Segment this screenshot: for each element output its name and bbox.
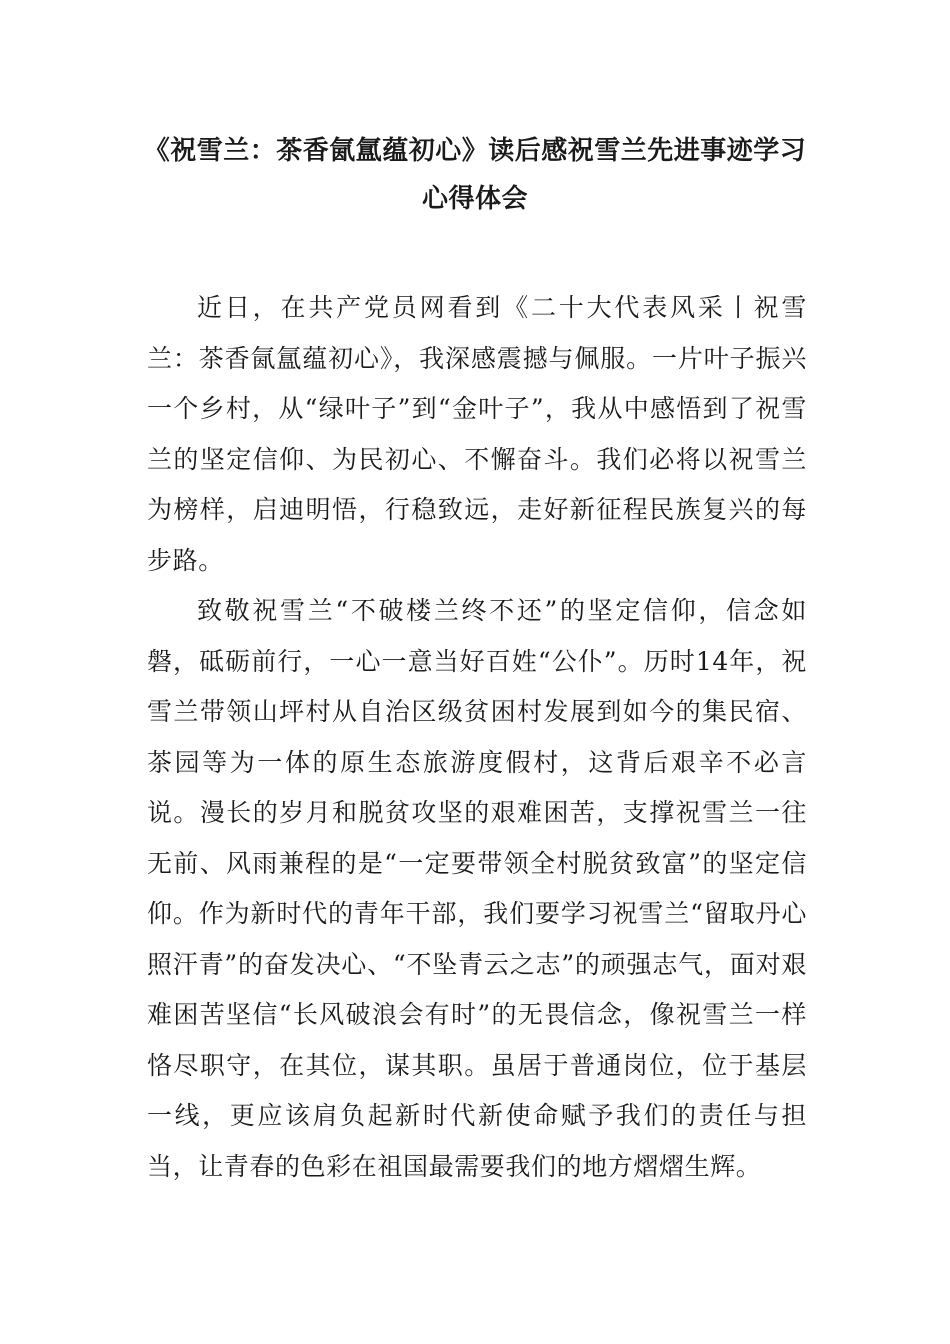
title-line-2: 心得体会 — [421, 184, 528, 214]
paragraph-1: 近日，在共产党员网看到《二十大代表风采丨祝雪兰：茶香氤氲蕴初心》，我深感震撼与佩服。一片叶子振兴一个乡村，从“绿叶子”到“金叶子”，我从中感悟到了祝雪兰的坚定信仰、为民初心、不懈奋斗。我们必将以祝雪兰为榜样，启迪明悟，行稳致远，走好新征程民族复兴的每步路。 — [147, 293, 807, 575]
document-body — [147, 283, 807, 1192]
title-line-1: 《祝雪兰：茶香氤氲蕴初心》读后感祝雪兰先进事迹学习 — [143, 136, 807, 166]
paragraph-2: 致敬祝雪兰“不破楼兰终不还”的坚定信仰，信念如磐，砥砺前行，一心一意当好百姓“公仆”。历时14年，祝雪兰带领山坪村从自治区级贫困村发展到如今的集民宿、茶园等为一体的原生态旅游度假村，这背后艰辛不必言说。漫长的岁月和脱贫攻坚的艰难困苦，支撑祝雪兰一往无前、风雨兼程的是“一定要带领全村脱贫致富”的坚定信仰。作为新时代的青年干部，我们要学习祝雪兰“留取丹心照汗青”的奋发决心、“不坠青云之志”的顽强志气，面对艰难困苦坚信“长风破浪会有时”的无畏信念，像祝雪兰一样恪尽职守，在其位，谋其职。虽居于普通岗位，位于基层一线，更应该肩负起新时代新使命赋予我们的责任与担当，让青春的色彩在祖国最需要我们的地方熠熠生辉。 — [147, 596, 807, 1181]
document-title — [130, 127, 820, 223]
